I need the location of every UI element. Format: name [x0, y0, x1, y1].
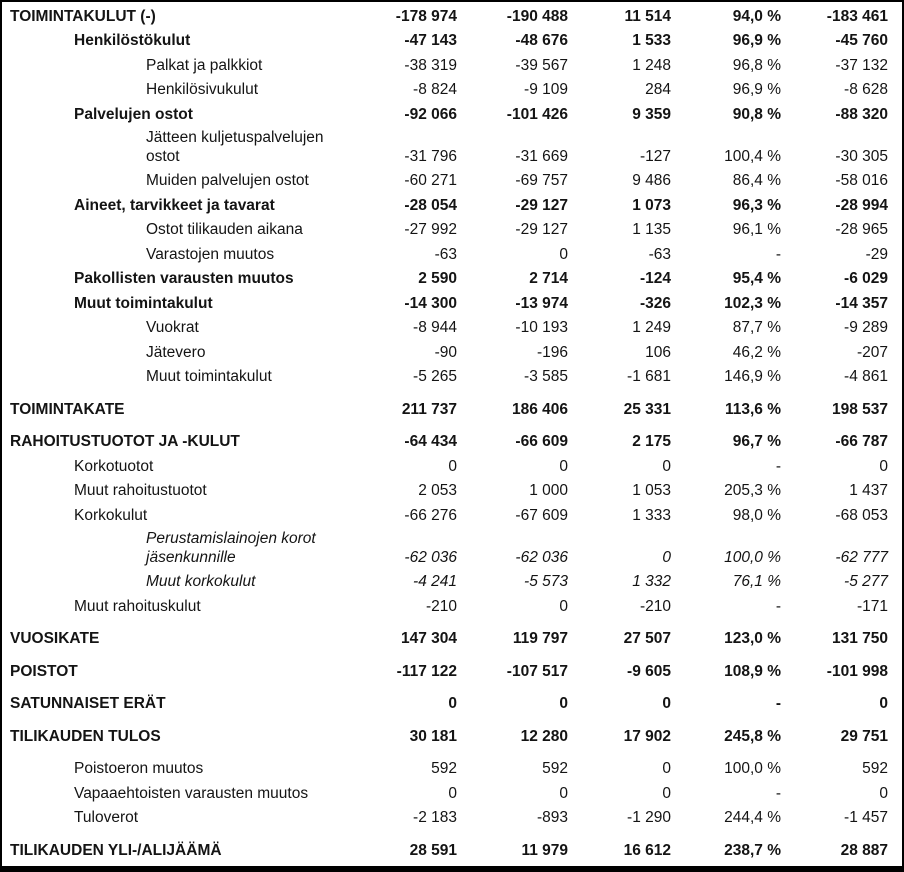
table-row — [10, 480, 888, 505]
value-cell: 100,0 % — [724, 548, 781, 566]
value-cell: 113,6 % — [724, 400, 781, 418]
row-label: Henkilöstökulut — [74, 32, 191, 49]
row-label: Muiden palvelujen ostot — [146, 172, 309, 189]
value-cell: 96,9 % — [732, 32, 781, 49]
value-cell: 86,4 % — [732, 172, 781, 189]
value-cell: 96,7 % — [732, 433, 781, 450]
value-cell: -9 109 — [524, 81, 568, 98]
value-cell: -190 488 — [506, 7, 568, 25]
value-cell: 76,1 % — [732, 573, 781, 590]
value-cell: -8 628 — [844, 81, 888, 98]
value-cell: 1 249 — [632, 319, 671, 336]
row-label: Muut rahoitustuotot — [74, 482, 207, 499]
value-cell: 146,9 % — [724, 368, 781, 385]
value-cell: -29 127 — [515, 221, 568, 238]
row-label: SATUNNAISET ERÄT — [10, 695, 166, 712]
value-cell: 108,9 % — [724, 662, 781, 680]
value-cell: 9 359 — [632, 105, 671, 123]
value-cell: 592 — [431, 760, 457, 777]
value-cell: -9 289 — [844, 319, 888, 336]
row-label: Korkotuotot — [74, 457, 154, 475]
value-cell: -207 — [856, 343, 888, 361]
row-label: Henkilösivukulut — [146, 81, 258, 98]
value-cell: -10 193 — [515, 319, 568, 336]
value-cell: -39 567 — [515, 56, 568, 74]
value-cell: -5 277 — [844, 573, 888, 590]
table-row — [10, 693, 888, 718]
row-label: Korkokulut — [74, 506, 148, 524]
table-row — [10, 782, 888, 807]
value-cell: 186 406 — [511, 400, 568, 418]
value-cell: 0 — [448, 784, 457, 802]
row-label: Jätteen kuljetuspalvelujen ostot — [146, 128, 324, 165]
value-cell: -4 861 — [844, 368, 888, 385]
value-cell: -58 016 — [835, 172, 888, 189]
value-cell: 0 — [662, 695, 671, 712]
value-cell: -92 066 — [404, 105, 457, 123]
table-row — [10, 595, 888, 620]
value-cell: 98,0 % — [732, 506, 781, 524]
value-cell: -62 036 — [404, 548, 457, 566]
value-cell: -29 — [865, 245, 888, 263]
table-row — [10, 103, 888, 128]
value-cell: - — [775, 784, 781, 802]
value-cell: 1 000 — [529, 482, 568, 499]
table-row — [10, 529, 888, 571]
row-label: RAHOITUSTUOTOT JA -KULUT — [10, 433, 240, 450]
value-cell: -210 — [639, 597, 671, 615]
value-cell: 102,3 % — [724, 294, 781, 312]
value-cell: 2 714 — [529, 270, 568, 287]
value-cell: -38 319 — [404, 56, 457, 74]
value-cell: -6 029 — [844, 270, 888, 287]
value-cell: -8 824 — [413, 81, 457, 98]
value-cell: - — [775, 245, 781, 263]
row-label: TOIMINTAKULUT (-) — [10, 7, 156, 25]
value-cell: -14 300 — [404, 294, 457, 312]
value-cell: -124 — [639, 270, 671, 287]
row-label: TILIKAUDEN TULOS — [10, 727, 161, 745]
value-cell: 198 537 — [831, 400, 888, 418]
value-cell: -13 974 — [515, 294, 568, 312]
value-cell: 2 175 — [632, 433, 671, 450]
value-cell: -27 992 — [404, 221, 457, 238]
row-label: Tuloverot — [74, 809, 139, 826]
value-cell: 12 280 — [520, 727, 568, 745]
row-label: TILIKAUDEN YLI-/ALIJÄÄMÄ — [10, 841, 222, 859]
row-label: Varastojen muutos — [146, 245, 275, 263]
value-cell: 1 073 — [632, 196, 671, 214]
value-cell: - — [775, 597, 781, 615]
value-cell: -67 609 — [515, 506, 568, 524]
value-cell: 2 590 — [418, 270, 457, 287]
value-cell: 0 — [559, 784, 568, 802]
table-row — [10, 194, 888, 219]
value-cell: 1 333 — [632, 506, 671, 524]
row-label: Ostot tilikauden aikana — [146, 221, 303, 238]
value-cell: 0 — [559, 597, 568, 615]
table-row — [10, 219, 888, 244]
row-label: Vapaaehtoisten varausten muutos — [74, 784, 309, 802]
table-row — [10, 243, 888, 268]
value-cell: 211 737 — [401, 400, 457, 418]
value-cell: 11 514 — [624, 7, 671, 25]
value-cell: -196 — [536, 343, 568, 361]
row-label: POISTOT — [10, 662, 78, 680]
value-cell: 28 591 — [409, 841, 457, 859]
value-cell: -90 — [434, 343, 457, 361]
row-label: Poistoeron muutos — [74, 760, 204, 777]
value-cell: 0 — [662, 457, 671, 475]
value-cell: -4 241 — [413, 573, 457, 590]
value-cell: -171 — [856, 597, 888, 615]
value-cell: -1 290 — [627, 809, 671, 826]
value-cell: -117 122 — [396, 662, 457, 680]
row-label: Vuokrat — [146, 319, 199, 336]
row-label: Muut korkokulut — [146, 573, 256, 590]
value-cell: -107 517 — [506, 662, 568, 680]
value-cell: 100,4 % — [724, 147, 781, 165]
table-row — [10, 839, 888, 864]
income-statement-table — [10, 5, 888, 864]
table-row — [10, 398, 888, 423]
value-cell: -63 — [648, 245, 671, 263]
value-cell: -62 777 — [835, 548, 888, 566]
value-cell: -88 320 — [835, 105, 888, 123]
value-cell: 0 — [662, 760, 671, 777]
value-cell: 1 248 — [632, 56, 671, 74]
value-cell: -101 998 — [826, 662, 888, 680]
value-cell: -210 — [425, 597, 457, 615]
value-cell: -29 127 — [515, 196, 568, 214]
value-cell: 1 533 — [632, 32, 671, 49]
value-cell: 25 331 — [623, 400, 671, 418]
row-label: Perustamislainojen korot jäsenkunnille — [146, 529, 316, 566]
value-cell: 592 — [862, 760, 888, 777]
value-cell: -14 357 — [835, 294, 888, 312]
value-cell: -37 132 — [835, 56, 888, 74]
value-cell: -63 — [434, 245, 457, 263]
table-row — [10, 725, 888, 750]
value-cell: 9 486 — [632, 172, 671, 189]
value-cell: 96,9 % — [732, 81, 781, 98]
value-cell: 0 — [879, 457, 888, 475]
value-cell: 106 — [645, 343, 671, 361]
value-cell: -9 605 — [627, 662, 671, 680]
value-cell: -3 585 — [524, 368, 568, 385]
value-cell: 284 — [645, 81, 671, 98]
value-cell: 1 135 — [632, 221, 671, 238]
value-cell: -62 036 — [515, 548, 568, 566]
table-row — [10, 79, 888, 104]
row-label: Jätevero — [146, 343, 206, 361]
value-cell: -66 787 — [835, 433, 888, 450]
value-cell: 0 — [559, 695, 568, 712]
value-cell: -47 143 — [404, 32, 457, 49]
value-cell: 244,4 % — [724, 809, 781, 826]
table-row — [10, 431, 888, 456]
value-cell: -30 305 — [835, 147, 888, 165]
table-row — [10, 807, 888, 832]
value-cell: -101 426 — [506, 105, 568, 123]
value-cell: -8 944 — [413, 319, 457, 336]
value-cell: -127 — [639, 147, 671, 165]
value-cell: 87,7 % — [732, 319, 781, 336]
table-row — [10, 366, 888, 391]
value-cell: 90,8 % — [732, 105, 781, 123]
value-cell: 28 887 — [840, 841, 888, 859]
value-cell: -66 609 — [515, 433, 568, 450]
value-cell: 11 979 — [521, 841, 568, 859]
value-cell: 147 304 — [400, 630, 457, 647]
value-cell: 29 751 — [840, 727, 888, 745]
value-cell: -69 757 — [515, 172, 568, 189]
row-label: VUOSIKATE — [10, 630, 100, 647]
value-cell: 0 — [448, 695, 457, 712]
value-cell: -893 — [536, 809, 568, 826]
table-row — [10, 571, 888, 596]
value-cell: 16 612 — [623, 841, 671, 859]
table-row — [10, 54, 888, 79]
row-label: Pakollisten varausten muutos — [74, 270, 294, 287]
value-cell: -5 573 — [524, 573, 568, 590]
value-cell: -1 457 — [844, 809, 888, 826]
value-cell: -326 — [639, 294, 671, 312]
value-cell: 94,0 % — [732, 7, 781, 25]
row-label: Aineet, tarvikkeet ja tavarat — [74, 196, 275, 214]
value-cell: -66 276 — [404, 506, 457, 524]
value-cell: 1 053 — [632, 482, 671, 499]
value-cell: 0 — [559, 457, 568, 475]
value-cell: -31 669 — [515, 147, 568, 165]
table-row — [10, 268, 888, 293]
value-cell: -68 053 — [835, 506, 888, 524]
value-cell: 27 507 — [623, 630, 671, 647]
value-cell: -28 994 — [835, 196, 888, 214]
value-cell: 100,0 % — [724, 760, 781, 777]
value-cell: -31 796 — [404, 147, 457, 165]
value-cell: 0 — [879, 784, 888, 802]
value-cell: -45 760 — [835, 32, 888, 49]
row-label: Muut toimintakulut — [146, 368, 272, 385]
value-cell: 119 797 — [512, 630, 568, 647]
row-label: TOIMINTAKATE — [10, 400, 125, 418]
table-row — [10, 292, 888, 317]
value-cell: 96,8 % — [732, 56, 781, 74]
value-cell: 238,7 % — [724, 841, 781, 859]
value-cell: 46,2 % — [732, 343, 781, 361]
value-cell: 96,1 % — [732, 221, 781, 238]
value-cell: 0 — [559, 245, 568, 263]
row-label: Palkat ja palkkiot — [146, 56, 263, 74]
value-cell: -60 271 — [404, 172, 457, 189]
value-cell: 2 053 — [418, 482, 457, 499]
value-cell: 0 — [879, 695, 888, 712]
row-label: Muut rahoituskulut — [74, 597, 201, 615]
value-cell: 123,0 % — [724, 630, 781, 647]
value-cell: 592 — [542, 760, 568, 777]
table-row — [10, 504, 888, 529]
table-row — [10, 455, 888, 480]
value-cell: 131 750 — [831, 630, 888, 647]
row-label: Muut toimintakulut — [74, 294, 213, 312]
value-cell: -5 265 — [413, 368, 457, 385]
value-cell: 30 181 — [409, 727, 457, 745]
table-row — [10, 5, 888, 30]
value-cell: -1 681 — [627, 368, 671, 385]
value-cell: 0 — [448, 457, 457, 475]
table-row — [10, 170, 888, 195]
value-cell: -28 965 — [835, 221, 888, 238]
table-row — [10, 341, 888, 366]
value-cell: -64 434 — [404, 433, 457, 450]
row-label: Palvelujen ostot — [74, 105, 193, 123]
table-row — [10, 30, 888, 55]
value-cell: -28 054 — [404, 196, 457, 214]
value-cell: 1 332 — [632, 573, 671, 590]
value-cell: - — [775, 695, 781, 712]
value-cell: -183 461 — [826, 7, 888, 25]
table-row — [10, 660, 888, 685]
value-cell: 0 — [662, 548, 671, 566]
value-cell: -178 974 — [395, 7, 457, 25]
value-cell: 245,8 % — [724, 727, 781, 745]
value-cell: 0 — [662, 784, 671, 802]
value-cell: 17 902 — [623, 727, 671, 745]
value-cell: 1 437 — [849, 482, 888, 499]
value-cell: - — [775, 457, 781, 475]
table-row — [10, 758, 888, 783]
value-cell: 95,4 % — [732, 270, 781, 287]
table-row — [10, 128, 888, 170]
table-row — [10, 317, 888, 342]
value-cell: 205,3 % — [724, 482, 781, 499]
table-row — [10, 628, 888, 653]
value-cell: -48 676 — [515, 32, 568, 49]
value-cell: 96,3 % — [732, 196, 781, 214]
value-cell: -2 183 — [413, 809, 457, 826]
